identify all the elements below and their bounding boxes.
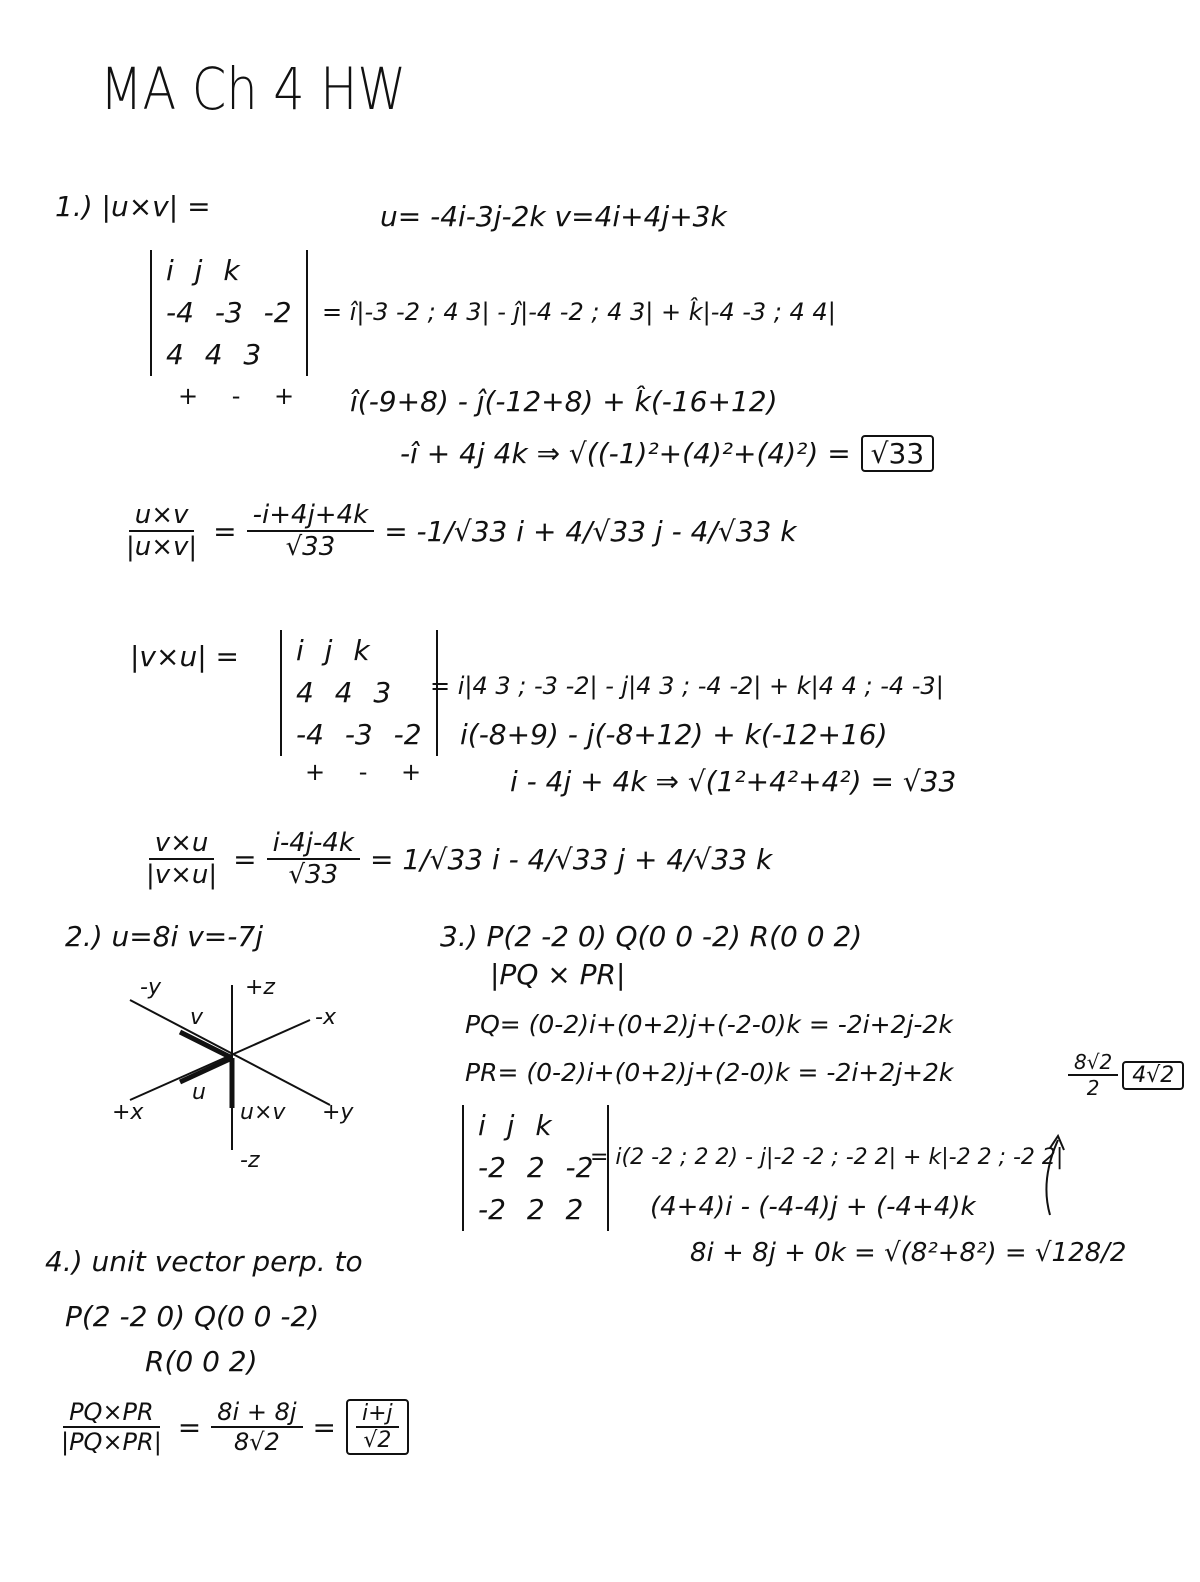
numerator: u×v xyxy=(129,500,195,532)
p3-matrix xyxy=(462,1105,609,1231)
p1-signs: + - + xyxy=(178,382,295,410)
p3-step2: 8i + 8j + 0k = √(8²+8²) = √128/2 xyxy=(690,1238,1127,1268)
p4-equation-row xyxy=(55,1398,409,1456)
denominator: |PQ×PR| xyxy=(61,1428,162,1456)
numerator: 8i + 8j xyxy=(211,1398,302,1428)
denominator: |v×u| xyxy=(146,860,218,890)
p3-pq: PQ= (0-2)i+(0+2)j+(-2-0)k = -2i+2j-2k xyxy=(465,1010,953,1039)
equals: = xyxy=(213,514,237,548)
numerator: i-4j-4k xyxy=(267,828,360,860)
p3-side-row xyxy=(1068,1050,1184,1100)
matrix-row: -2 2 -2 xyxy=(478,1151,594,1184)
p4-answer xyxy=(346,1399,409,1455)
denominator: 2 xyxy=(1086,1076,1100,1100)
p1-vxu-step1: i(-8+9) - j(-8+12) + k(-12+16) xyxy=(460,718,888,751)
p1-vxu-result: = 1/√33 i - 4/√33 j + 4/√33 k xyxy=(370,842,773,876)
matrix-row: -2 2 2 xyxy=(478,1193,584,1226)
numerator: PQ×PR xyxy=(63,1398,160,1428)
equals: = xyxy=(177,1410,202,1444)
label-pos-x: +x xyxy=(112,1100,144,1125)
p4-fraction2 xyxy=(211,1398,302,1456)
label-v: v xyxy=(190,1005,204,1030)
p4-line1: 4.) unit vector perp. to xyxy=(45,1245,363,1278)
label-neg-x: -x xyxy=(315,1005,336,1030)
numerator: i+j xyxy=(356,1401,399,1428)
label-uxv: u×v xyxy=(240,1100,286,1125)
matrix-row: -4 -3 -2 xyxy=(296,718,422,751)
denominator: √33 xyxy=(285,532,336,562)
p4-line3: R(0 0 2) xyxy=(145,1345,258,1378)
p2-label: 2.) u=8i v=-7j xyxy=(65,920,263,953)
matrix-row: i j k xyxy=(166,254,240,287)
denominator: |u×v| xyxy=(126,532,198,562)
numerator: 8√2 xyxy=(1068,1050,1118,1076)
denominator: √33 xyxy=(288,860,339,890)
matrix-row: -4 -3 -2 xyxy=(166,296,292,329)
label-pos-z: +z xyxy=(245,975,275,1000)
matrix-row: 4 4 3 xyxy=(166,338,262,371)
p1-expansion: = î|-3 -2 ; 4 3| - ĵ|-4 -2 ; 4 3| + k̂|-4 -3 ; 4 4| xyxy=(322,298,836,326)
page-title: MA Ch 4 HW xyxy=(100,55,407,123)
u-vector xyxy=(180,1058,232,1082)
p1-given: u= -4i-3j-2k v=4i+4j+3k xyxy=(380,200,727,233)
p1-answer: √33 xyxy=(861,435,934,472)
p1-step1: î(-9+8) - ĵ(-12+8) + k̂(-16+12) xyxy=(350,385,778,418)
p1-label: 1.) |u×v| = xyxy=(55,190,211,223)
p4-line2: P(2 -2 0) Q(0 0 -2) xyxy=(65,1300,320,1333)
p3-pr: PR= (0-2)i+(0+2)j+(2-0)k = -2i+2j+2k xyxy=(465,1058,954,1087)
p3-side-fraction xyxy=(1068,1050,1118,1100)
p1-step2: -î + 4j 4k ⇒ √((-1)²+(4)²+(4)²) = xyxy=(400,437,851,470)
equals: = xyxy=(233,842,257,876)
p3-step1: (4+4)i - (-4-4)j + (-4+4)k xyxy=(650,1192,976,1222)
numerator: v×u xyxy=(149,828,215,860)
equals: = xyxy=(312,1410,336,1444)
label-u: u xyxy=(192,1080,206,1105)
p1-vxu-expansion: = i|4 3 ; -3 -2| - j|4 3 ; -4 -2| + k|4 4 ; -4 -3| xyxy=(430,672,944,700)
p1-vxu-signs: + - + xyxy=(305,758,422,786)
label-neg-z: -z xyxy=(240,1148,260,1173)
p4-fraction1 xyxy=(55,1398,168,1456)
matrix-row: 4 4 3 xyxy=(296,676,392,709)
denominator: 8√2 xyxy=(233,1428,280,1456)
label-neg-y: -y xyxy=(140,975,161,1000)
p3-answer: 4√2 xyxy=(1122,1061,1184,1090)
matrix-row: i j k xyxy=(296,634,370,667)
numerator: -i+4j+4k xyxy=(247,500,375,532)
p1-vxu-step2: i - 4j + 4k ⇒ √(1²+4²+4²) = √33 xyxy=(510,765,957,798)
p3-expansion: = i(2 -2 ; 2 2) - j|-2 -2 ; -2 2| + k|-2 2 ; -2 2| xyxy=(590,1145,1064,1170)
p3-label: 3.) P(2 -2 0) Q(0 0 -2) R(0 0 2) xyxy=(440,920,863,953)
x-axis xyxy=(130,1020,310,1100)
denominator: √2 xyxy=(363,1428,392,1453)
p1-unit-result: = -1/√33 i + 4/√33 j - 4/√33 k xyxy=(384,514,797,548)
v-vector xyxy=(180,1032,232,1058)
matrix-row: i j k xyxy=(478,1109,552,1142)
p1-vxu-label: |v×u| = xyxy=(130,640,240,673)
p3-cross: |PQ × PR| xyxy=(490,958,626,991)
label-pos-y: +y xyxy=(322,1100,354,1125)
